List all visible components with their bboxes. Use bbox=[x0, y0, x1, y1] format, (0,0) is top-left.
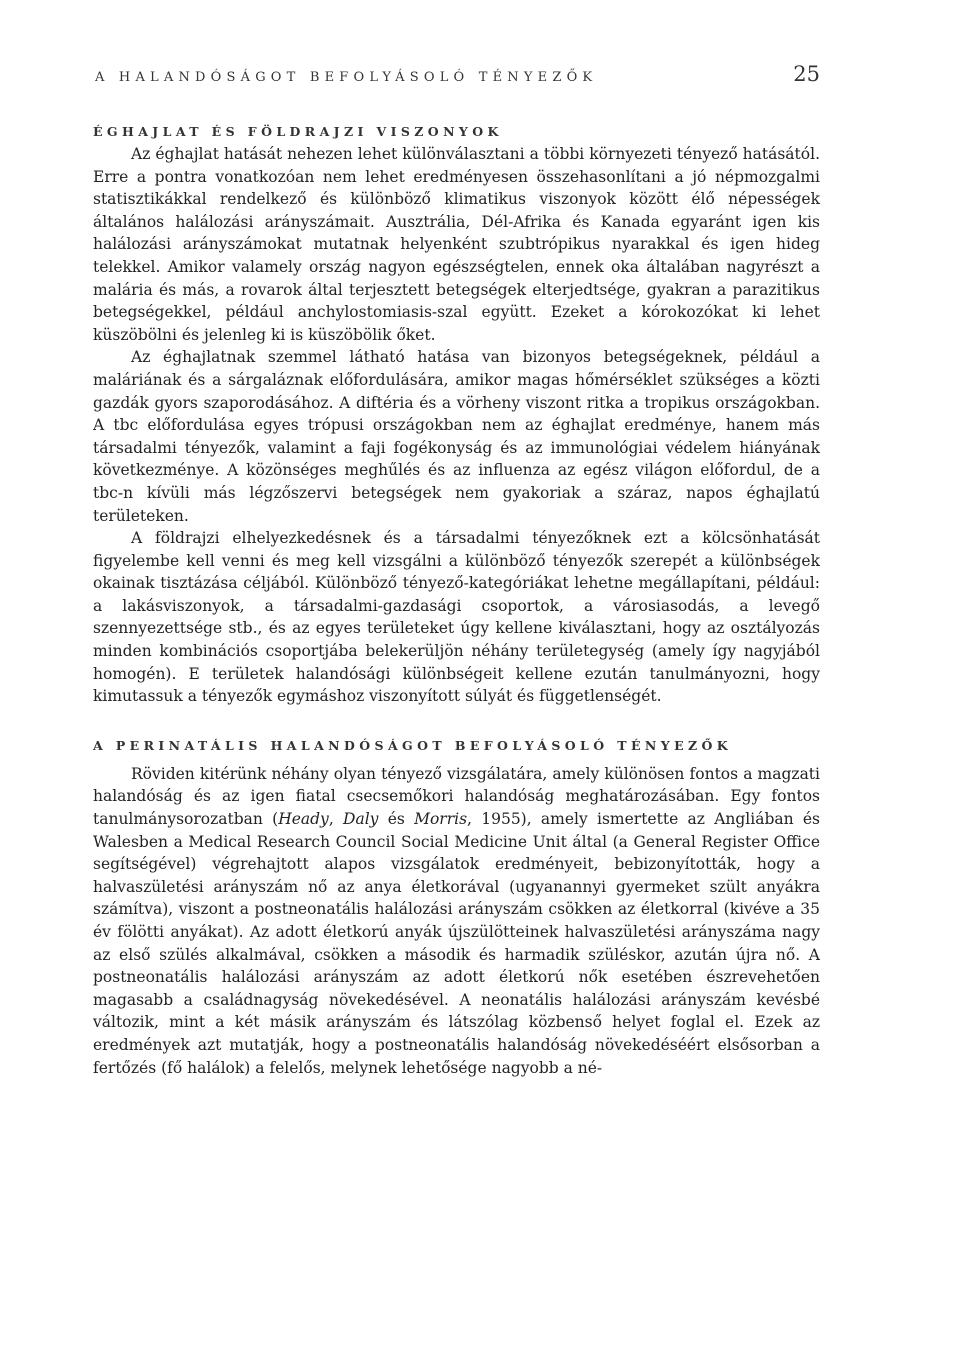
paragraph: Az éghajlat hatását nehezen lehet különválasztani a többi környezeti tényező hatásától. Erre a pontra vonatkozóan nem lehet eredményesen összehasonlítani a jó népmozgalmi statisztikákkal rendelkező és különböző klimatikus viszonyok között élő népességek általános halálozási arányszámait. Ausztrália, Dél-Afrika és Kanada egyaránt igen kis halálozási arányszámokat mutatnak helyenként szubtrópikus nyarakkal és igen hideg telekkel. Amikor valamely ország nagyon egészségtelen, ennek oka általában nagyrészt a malária és más, a rovarok által terjesztett betegségek elterjedtsége, gyakran a parazitikus betegségekkel, például anchylostomiasis-szal együtt. Ezeket a kórokozókat ki lehet küszöbölni és jelenleg ki is küszöbölik őket. bbox=[93, 145, 820, 344]
paragraph bbox=[93, 763, 820, 1079]
section-heading-perinatal: A PERINATÁLIS HALANDÓSÁGOT BEFOLYÁSOLÓ TÉNYEZŐK bbox=[93, 737, 733, 753]
paragraph: Az éghajlatnak szemmel látható hatása van bizonyos betegségeknek, például a maláriának és a sárgaláznak előfordulására, amikor magas hőmérséklet szükséges a közti gazdák gyors szaporodásához. A diftéria és a vörheny viszont ritka a tropikus országokban. A tbc előfordulása egyes trópusi országokban nem az éghajlat eredménye, hanem más társadalmi tényezők, valamint a faji fogékonyság és az immunológiai védelem hiányának következménye. A közönséges meghűlés és az influenza az egész világon előfordul, de a tbc-n kívüli más légzőszervi betegségek nem gyakoriak a száraz, napos éghajlatú területeken. bbox=[93, 348, 820, 525]
paragraph: A földrajzi elhelyezkedésnek és a társadalmi tényezőknek ezt a kölcsönhatását figyelembe kell venni és meg kell vizsgálni a különböző tényezők szerepét a különbségek okainak tisztázása céljából. Különböző tényező-kategóriákat lehetne megállapítani, például: a lakásviszonyok, a társadalmi-gazdasági csoportok, a városiasodás, a levegő szennyezettsége stb., és az egyes területeket úgy kellene kiválasztani, hogy az osztályozás minden kombinációs csoportjába belekerüljön néhány területegység (amely így nagyjából homogén). E területek halandósági különbségeit kellene ezután tanulmányozni, hogy kimutassuk a tényezők egymáshoz viszonyított súlyát és függetlenségét. bbox=[93, 529, 820, 706]
running-header bbox=[93, 62, 820, 102]
section-heading-climate: ÉGHAJLAT ÉS FÖLDRAJZI VISZONYOK bbox=[93, 124, 503, 139]
page-number: 25 bbox=[793, 62, 820, 86]
paragraph-text: Röviden kitérünk néhány olyan tényező vizsgálatára, amely különösen fontos a magzati halandóság és az igen fiatal csecsemőkori halandóság meghatározásában. Egy fontos tanulmánysorozatban ( bbox=[93, 764, 820, 829]
author-citation: Daly bbox=[343, 810, 379, 829]
citation-separator: és bbox=[378, 810, 415, 829]
citation-separator: , bbox=[328, 810, 344, 829]
running-title: A HALANDÓSÁGOT BEFOLYÁSOLÓ TÉNYEZŐK bbox=[95, 70, 598, 85]
paragraph-text: , 1955), amely ismertette az Angliában és Walesben a Medical Research Council Social Medicine Unit által (a General Register Office segítségével) végrehajtott alapos vizsgálatok eredményeit, bebizonyították, hogy a halvaszületési arányszám nő az anya életkorával (ugyanannyi gyermeket szült anyákra számítva), viszont a postneonatális halálozási arányszám csökken az életkorral (kivéve a 35 év fölötti anyákat). Az adott életkorú anyák újszülötteinek halvaszületési arányszáma nagy az első szülés alkalmával, csökken a második és harmadik szüléskor, azután újra nő. A postneonatális halálozási arányszám az adott életkorú nők esetében észrevehetően magasabb a családnagyság növekedésével. A neonatális halálozási arányszám kevésbé változik, mint a két másik arányszám és látszólag közbenső helyet foglal el. Ezek az eredmények azt mutatják, hogy a postneonatális halandóság növekedéséért elsősorban a fertőzés (fő halálok) a felelős, melynek lehetősége nagyobb a né- bbox=[93, 810, 820, 1077]
author-citation: Heady bbox=[278, 810, 329, 829]
author-citation: Morris bbox=[414, 810, 468, 829]
